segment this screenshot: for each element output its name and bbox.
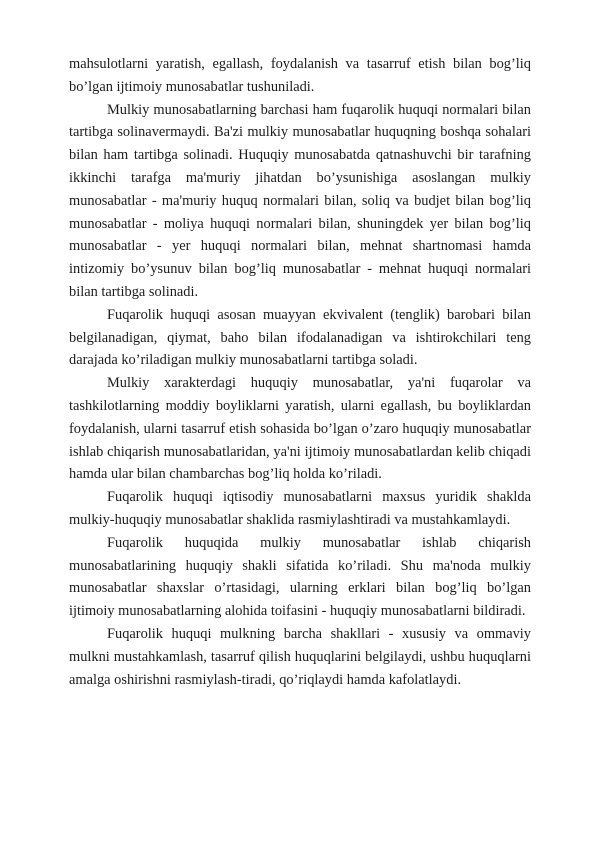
paragraph-huquqiy-shakl: Fuqarolik huquqida mulkiy munosabatlar ishlab chiqarish munosabatlarining huquqiy shakli sifatida ko’riladi. Shu ma'noda mulkiy munosabatlar shaxslar o’rtasidagi, ularning erklari bilan bog’liq bo’lgan ijtimoiy munosabatlarning alohida toifasini - huquqiy munosabatlarni bildiradi.: [69, 534, 531, 620]
document-body: [69, 53, 531, 691]
paragraph-mulkiy-xarakter: Mulkiy xarakterdagi huquqiy munosabatlar, ya'ni fuqarolar va tashkilotlarning moddiy boyliklarni yaratish, ularni egallash, bu boyliklardan foydalanish, ularni tasarruf etish sohasida bo’lgan o’zaro huquqiy munosabatlar ishlab chiqarish munosabatlaridan, ya'ni ijtimoiy munosabatlardan kelib chiqadi hamda ular bilan chambarchas bog’liq holda ko’riladi.: [69, 375, 531, 483]
paragraph-mulkiy-munosabatlar: Mulkiy munosabatlarning barchasi ham fuqarolik huquqi normalari bilan tartibga solinavermaydi. Ba'zi mulkiy munosabatlar huquqning boshqa sohalari bilan ham tartibga solinadi. Huquqiy munosabatda qatnashuvchi bir tarafning ikkinchi tarafga ma'muriy jihatdan bo’ysunishiga asoslangan mulkiy munosabatlar - ma'muriy huquq normalari bilan, soliq va budjet bilan bog’liq munosabatlar - moliya huquqi normalari bilan, shuningdek yer bilan bog’liq munosabatlar - yer huquqi normalari bilan, mehnat shartnomasi hamda intizomiy bo’ysunuv bilan bog’liq munosabatlar - mehnat huquqi normalari bilan tartibga solinadi.: [69, 101, 531, 300]
paragraph-fuqarolik-huquqi-ekvivalent: Fuqarolik huquqi asosan muayyan ekvivalent (tenglik) barobari bilan belgilanadigan, qiymat, baho bilan ifodalanadigan va ishtirokchilari teng darajada ko’riladigan mulkiy munosabatlarni tartibga soladi.: [69, 306, 531, 369]
paragraph-iqtisodiy-munosabatlar: Fuqarolik huquqi iqtisodiy munosabatlarni maxsus yuridik shaklda mulkiy-huquqiy munosabatlar shaklida rasmiylashtiradi va mustahkamlaydi.: [69, 489, 531, 528]
paragraph-continuation: mahsulotlarni yaratish, egallash, foydalanish va tasarruf etish bilan bog’liq bo’lgan ijtimoiy munosabatlar tushuniladi.: [69, 56, 531, 95]
paragraph-mulk-shakllari: Fuqarolik huquqi mulkning barcha shakllari - xususiy va ommaviy mulkni mustahkamlash, tasarruf qilish huquqlarini belgilaydi, ushbu huquqlarni amalga oshirishni rasmiylash-tiradi, qo’riqlaydi hamda kafolatlaydi.: [69, 625, 531, 688]
